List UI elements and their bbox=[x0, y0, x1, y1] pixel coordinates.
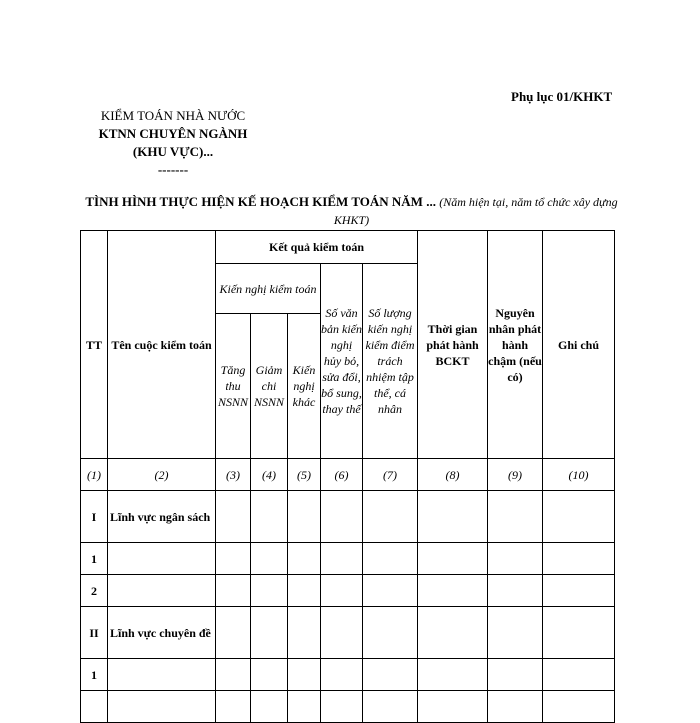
cell bbox=[321, 491, 363, 543]
cell bbox=[543, 691, 615, 723]
table-row bbox=[81, 575, 615, 607]
col-number: (1) bbox=[81, 459, 108, 491]
table-row bbox=[81, 491, 615, 543]
col-number: (2) bbox=[108, 459, 216, 491]
cell bbox=[418, 543, 488, 575]
title-main: TÌNH HÌNH THỰC HIỆN KẾ HOẠCH KIỂM TOÁN NĂM ... bbox=[85, 194, 436, 209]
cell bbox=[418, 491, 488, 543]
cell bbox=[543, 491, 615, 543]
cell bbox=[321, 575, 363, 607]
cell bbox=[418, 691, 488, 723]
unit-name: KTNN CHUYÊN NGÀNH bbox=[98, 126, 248, 141]
row-tt: 1 bbox=[81, 659, 108, 691]
col-number: (5) bbox=[288, 459, 321, 491]
cell bbox=[288, 491, 321, 543]
appendix-label: Phụ lục 01/KHKT bbox=[511, 89, 613, 104]
cell bbox=[363, 691, 418, 723]
cell bbox=[418, 659, 488, 691]
cell bbox=[251, 607, 288, 659]
cell bbox=[216, 607, 251, 659]
col-number: (3) bbox=[216, 459, 251, 491]
cell bbox=[488, 575, 543, 607]
cell bbox=[363, 575, 418, 607]
col-number: (7) bbox=[363, 459, 418, 491]
audit-plan-table bbox=[80, 230, 615, 723]
cell bbox=[363, 543, 418, 575]
cell bbox=[216, 491, 251, 543]
row-tt: I bbox=[81, 491, 108, 543]
cell bbox=[288, 691, 321, 723]
header-responsibility-count: Số lượng kiến nghị kiểm điểm trách nhiệm tập thể, cá nhân bbox=[363, 264, 418, 459]
cell bbox=[288, 607, 321, 659]
row-name bbox=[108, 575, 216, 607]
cell bbox=[288, 659, 321, 691]
header-recommendations: Kiến nghị kiểm toán bbox=[216, 264, 321, 314]
cell bbox=[251, 491, 288, 543]
agency-header bbox=[90, 107, 256, 179]
cell bbox=[216, 575, 251, 607]
col-number: (6) bbox=[321, 459, 363, 491]
header-delay-reason: Nguyên nhân phát hành chậm (nếu có) bbox=[488, 231, 543, 459]
row-name bbox=[108, 659, 216, 691]
cell bbox=[321, 543, 363, 575]
header-doc-count: Số văn bản kiến nghị hủy bỏ, sửa đổi, bổ sung, thay thế bbox=[321, 264, 363, 459]
cell bbox=[321, 659, 363, 691]
cell bbox=[321, 691, 363, 723]
cell bbox=[363, 659, 418, 691]
cell bbox=[321, 607, 363, 659]
header-other-recommendation: Kiến nghị khác bbox=[288, 314, 321, 459]
cell bbox=[251, 575, 288, 607]
header-note: Ghi chú bbox=[543, 231, 615, 459]
header-audit-name: Tên cuộc kiểm toán bbox=[108, 231, 216, 459]
table-row bbox=[81, 607, 615, 659]
header-audit-result: Kết quả kiểm toán bbox=[216, 231, 418, 264]
row-name bbox=[108, 543, 216, 575]
col-number: (10) bbox=[543, 459, 615, 491]
col-number: (8) bbox=[418, 459, 488, 491]
table-row bbox=[81, 659, 615, 691]
table-row bbox=[81, 691, 615, 723]
cell bbox=[216, 543, 251, 575]
row-name: Lĩnh vực chuyên đề bbox=[108, 607, 216, 659]
cell bbox=[543, 607, 615, 659]
row-tt: 2 bbox=[81, 575, 108, 607]
header-expense-decrease: Giảm chi NSNN bbox=[251, 314, 288, 459]
cell bbox=[543, 575, 615, 607]
row-tt: 1 bbox=[81, 543, 108, 575]
col-number: (9) bbox=[488, 459, 543, 491]
header-tt: TT bbox=[81, 231, 108, 459]
cell bbox=[488, 607, 543, 659]
table-row bbox=[81, 543, 615, 575]
col-number: (4) bbox=[251, 459, 288, 491]
cell bbox=[418, 575, 488, 607]
region-name: (KHU VỰC)... bbox=[132, 144, 214, 159]
column-number-row bbox=[81, 459, 615, 491]
cell bbox=[216, 659, 251, 691]
cell bbox=[251, 659, 288, 691]
header-divider: ------- bbox=[157, 162, 189, 177]
cell bbox=[251, 543, 288, 575]
cell bbox=[488, 691, 543, 723]
cell bbox=[363, 491, 418, 543]
cell bbox=[251, 691, 288, 723]
cell bbox=[418, 607, 488, 659]
cell bbox=[216, 691, 251, 723]
agency-name: KIỂM TOÁN NHÀ NƯỚC bbox=[100, 108, 246, 123]
row-name: Lĩnh vực ngân sách bbox=[108, 491, 216, 543]
cell bbox=[363, 607, 418, 659]
cell bbox=[488, 543, 543, 575]
cell bbox=[543, 659, 615, 691]
row-name bbox=[108, 691, 216, 723]
document-title bbox=[84, 193, 619, 229]
cell bbox=[288, 575, 321, 607]
cell bbox=[488, 659, 543, 691]
row-tt bbox=[81, 691, 108, 723]
cell bbox=[488, 491, 543, 543]
cell bbox=[288, 543, 321, 575]
title-note: (Năm hiện tại, năm tổ chức xây dựng KHKT) bbox=[333, 195, 618, 227]
header-issue-time: Thời gian phát hành BCKT bbox=[418, 231, 488, 459]
row-tt: II bbox=[81, 607, 108, 659]
cell bbox=[543, 543, 615, 575]
header-revenue-increase: Tăng thu NSNN bbox=[216, 314, 251, 459]
